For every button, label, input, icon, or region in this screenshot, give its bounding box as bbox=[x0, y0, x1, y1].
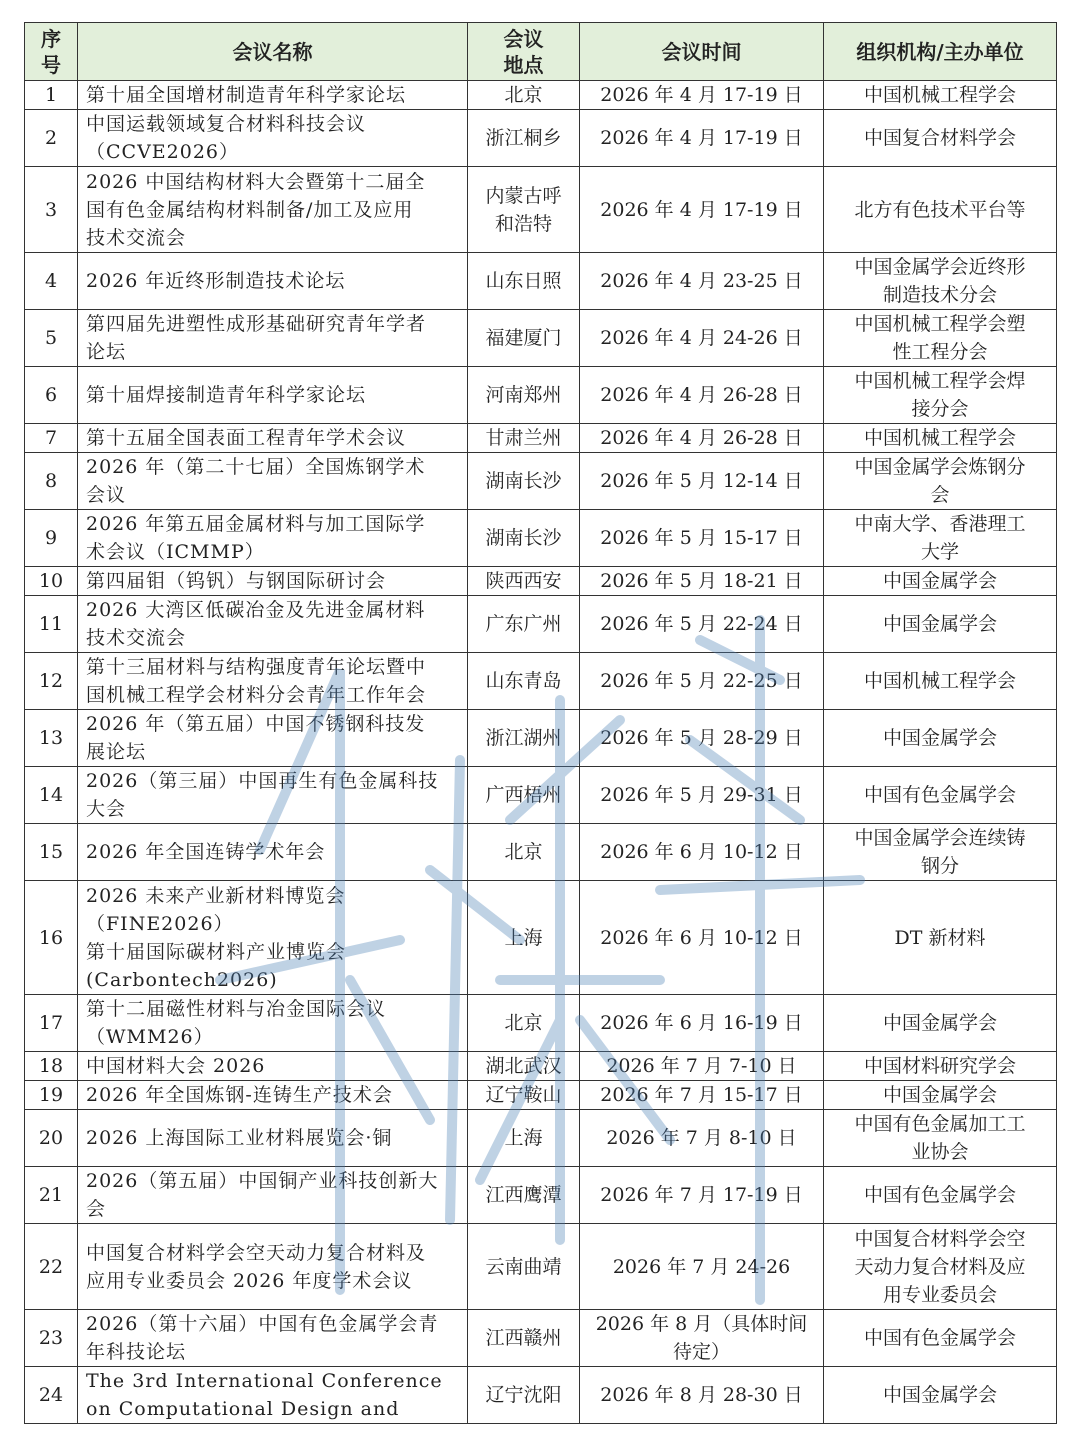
cell-organizer bbox=[824, 510, 1057, 567]
cell-time-line: 2026 年 7 月 15-17 日 bbox=[600, 1084, 803, 1106]
cell-time-line: 2026 年 4 月 24-26 日 bbox=[600, 327, 803, 349]
cell-organizer-line: 中国金属学会 bbox=[882, 570, 997, 592]
cell-name-line: 国有色金属结构材料制备/加工及应用 bbox=[86, 198, 414, 221]
cell-organizer bbox=[824, 653, 1057, 710]
cell-name bbox=[78, 1110, 468, 1167]
cell-time-line: 2026 年 8 月（具体时间 bbox=[595, 1313, 808, 1335]
cell-location bbox=[468, 767, 580, 824]
cell-organizer bbox=[824, 424, 1057, 453]
cell-organizer-line: 会 bbox=[930, 484, 950, 506]
cell-index: 9 bbox=[25, 510, 78, 567]
cell-organizer-line: 中国金属学会 bbox=[882, 1084, 997, 1106]
header-location bbox=[468, 23, 580, 81]
cell-index: 2 bbox=[25, 110, 78, 167]
cell-name-line: （CCVE2026） bbox=[86, 141, 240, 163]
cell-index: 15 bbox=[25, 824, 78, 881]
cell-location-line: 山东青岛 bbox=[485, 670, 562, 692]
cell-organizer-line: 中国机械工程学会 bbox=[863, 84, 1016, 106]
cell-time-line: 2026 年 5 月 29-31 日 bbox=[600, 784, 803, 806]
cell-time-line: 2026 年 5 月 22-24 日 bbox=[600, 613, 803, 635]
cell-location-line: 湖北武汉 bbox=[485, 1055, 562, 1077]
cell-name bbox=[78, 167, 468, 253]
cell-organizer-line: 中国机械工程学会 bbox=[863, 427, 1016, 449]
cell-name bbox=[78, 1081, 468, 1110]
table-row bbox=[25, 881, 1057, 995]
table-row bbox=[25, 1367, 1057, 1424]
cell-name bbox=[78, 310, 468, 367]
cell-location-line: 广西梧州 bbox=[485, 784, 562, 806]
cell-time-line: 2026 年 4 月 23-25 日 bbox=[600, 270, 803, 292]
header-name: 会议名称 bbox=[78, 23, 468, 81]
table-row bbox=[25, 567, 1057, 596]
cell-name-line: 第十届焊接制造青年科学家论坛 bbox=[86, 384, 367, 406]
cell-organizer bbox=[824, 1052, 1057, 1081]
cell-organizer-line: 中国有色金属学会 bbox=[863, 784, 1016, 806]
cell-organizer-line: 中南大学、香港理工 bbox=[854, 513, 1026, 535]
cell-name-line: 技术交流会 bbox=[86, 226, 187, 249]
cell-time-line: 2026 年 5 月 12-14 日 bbox=[600, 470, 803, 492]
cell-time-line: 2026 年 5 月 18-21 日 bbox=[600, 570, 803, 592]
cell-index: 4 bbox=[25, 253, 78, 310]
table-row bbox=[25, 310, 1057, 367]
cell-name-line: 术会议（ICMMP） bbox=[86, 541, 265, 563]
cell-organizer bbox=[824, 253, 1057, 310]
cell-name-line: 第十届国际碳材料产业博览会 bbox=[86, 940, 347, 963]
cell-name-line: 2026（第十六届）中国有色金属学会青 bbox=[86, 1313, 439, 1335]
cell-index: 19 bbox=[25, 1081, 78, 1110]
table-row bbox=[25, 453, 1057, 510]
cell-location bbox=[468, 253, 580, 310]
conference-table bbox=[24, 22, 1057, 1424]
cell-organizer bbox=[824, 367, 1057, 424]
cell-location bbox=[468, 1310, 580, 1367]
header-organizer: 组织机构/主办单位 bbox=[824, 23, 1057, 81]
cell-name bbox=[78, 1167, 468, 1224]
header-time: 会议时间 bbox=[580, 23, 824, 81]
cell-organizer bbox=[824, 167, 1057, 253]
cell-location bbox=[468, 510, 580, 567]
table-row bbox=[25, 424, 1057, 453]
cell-index: 22 bbox=[25, 1224, 78, 1310]
table-row bbox=[25, 1167, 1057, 1224]
cell-time bbox=[580, 1052, 824, 1081]
cell-organizer-line: 中国金属学会 bbox=[882, 613, 997, 635]
cell-location bbox=[468, 453, 580, 510]
cell-time-line: 2026 年 6 月 16-19 日 bbox=[600, 1012, 803, 1034]
cell-location-line: 北京 bbox=[504, 1012, 543, 1034]
cell-time-line: 2026 年 6 月 10-12 日 bbox=[600, 926, 803, 949]
cell-organizer-line: 中国有色金属学会 bbox=[863, 1184, 1016, 1206]
cell-name bbox=[78, 110, 468, 167]
cell-time bbox=[580, 367, 824, 424]
cell-location-line: 陕西西安 bbox=[485, 570, 562, 592]
cell-index: 18 bbox=[25, 1052, 78, 1081]
cell-organizer-line: 中国金属学会炼钢分 bbox=[854, 456, 1026, 478]
cell-location-line: 广东广州 bbox=[485, 613, 562, 635]
cell-time-line: 2026 年 7 月 8-10 日 bbox=[606, 1127, 797, 1149]
cell-name-line: 2026 中国结构材料大会暨第十二届全 bbox=[86, 170, 426, 193]
cell-organizer-line: 中国金属学会 bbox=[882, 1384, 997, 1406]
cell-index: 16 bbox=[25, 881, 78, 995]
cell-index: 17 bbox=[25, 995, 78, 1052]
cell-index: 23 bbox=[25, 1310, 78, 1367]
cell-name-line: 2026 未来产业新材料博览会 bbox=[86, 884, 346, 907]
cell-location bbox=[468, 710, 580, 767]
cell-time bbox=[580, 110, 824, 167]
cell-time bbox=[580, 1310, 824, 1367]
cell-time bbox=[580, 1167, 824, 1224]
cell-location-line: 甘肃兰州 bbox=[485, 427, 562, 449]
cell-name bbox=[78, 81, 468, 110]
cell-name bbox=[78, 881, 468, 995]
table-row bbox=[25, 367, 1057, 424]
cell-location-line: 福建厦门 bbox=[485, 327, 562, 349]
cell-organizer-line: 中国有色金属学会 bbox=[863, 1327, 1016, 1349]
cell-location-line: 辽宁鞍山 bbox=[485, 1084, 562, 1106]
cell-organizer-line: 中国金属学会近终形 bbox=[854, 256, 1026, 278]
cell-location bbox=[468, 1224, 580, 1310]
cell-name-line: 第四届先进塑性成形基础研究青年学者 bbox=[86, 313, 427, 335]
cell-location-line: 浙江湖州 bbox=[485, 727, 562, 749]
cell-location-line: 湖南长沙 bbox=[485, 470, 562, 492]
cell-time-line: 2026 年 7 月 24-26 bbox=[612, 1255, 791, 1278]
cell-location bbox=[468, 367, 580, 424]
table-row bbox=[25, 767, 1057, 824]
cell-name-line: 中国材料大会 2026 bbox=[86, 1055, 266, 1077]
cell-time bbox=[580, 167, 824, 253]
cell-organizer-line: 业协会 bbox=[911, 1141, 969, 1163]
cell-index: 20 bbox=[25, 1110, 78, 1167]
cell-time-line: 2026 年 6 月 10-12 日 bbox=[600, 841, 803, 863]
cell-location bbox=[468, 1052, 580, 1081]
header-location-line: 地点 bbox=[503, 52, 544, 77]
table-row bbox=[25, 81, 1057, 110]
cell-location bbox=[468, 881, 580, 995]
cell-index: 5 bbox=[25, 310, 78, 367]
cell-time-line: 2026 年 5 月 15-17 日 bbox=[600, 527, 803, 549]
cell-index: 24 bbox=[25, 1367, 78, 1424]
cell-location-line: 北京 bbox=[504, 84, 543, 106]
cell-organizer-line: 中国有色金属加工工 bbox=[854, 1113, 1026, 1135]
cell-name-line: 会 bbox=[86, 1198, 107, 1220]
cell-name bbox=[78, 453, 468, 510]
cell-name bbox=[78, 995, 468, 1052]
cell-organizer-line: 中国复合材料学会空 bbox=[854, 1227, 1026, 1250]
cell-organizer-line: DT 新材料 bbox=[894, 926, 986, 949]
cell-location-line: 上海 bbox=[504, 926, 543, 949]
cell-organizer bbox=[824, 710, 1057, 767]
cell-name bbox=[78, 510, 468, 567]
header-index bbox=[25, 23, 78, 81]
cell-name-line: （WMM26） bbox=[86, 1026, 214, 1048]
table-row bbox=[25, 1081, 1057, 1110]
cell-time-line: 2026 年 7 月 17-19 日 bbox=[600, 1184, 803, 1206]
cell-organizer-line: 中国金属学会 bbox=[882, 1012, 997, 1034]
cell-time bbox=[580, 1081, 824, 1110]
table-row bbox=[25, 710, 1057, 767]
cell-time bbox=[580, 710, 824, 767]
cell-time bbox=[580, 424, 824, 453]
cell-name bbox=[78, 367, 468, 424]
cell-organizer bbox=[824, 310, 1057, 367]
table-body bbox=[25, 81, 1057, 1424]
cell-time bbox=[580, 881, 824, 995]
cell-location-line: 江西赣州 bbox=[485, 1327, 562, 1349]
header-location-line: 会议 bbox=[503, 26, 544, 51]
cell-name-line: 展论坛 bbox=[86, 741, 147, 763]
cell-name bbox=[78, 710, 468, 767]
cell-name-line: 2026 年近终形制造技术论坛 bbox=[86, 270, 346, 292]
cell-time bbox=[580, 995, 824, 1052]
cell-location-line: 内蒙古呼 bbox=[485, 184, 562, 207]
cell-location bbox=[468, 653, 580, 710]
cell-index: 7 bbox=[25, 424, 78, 453]
cell-time bbox=[580, 596, 824, 653]
cell-location-line: 上海 bbox=[504, 1127, 543, 1149]
cell-time bbox=[580, 824, 824, 881]
cell-organizer bbox=[824, 881, 1057, 995]
cell-name-line: 年科技论坛 bbox=[86, 1341, 187, 1363]
cell-location bbox=[468, 424, 580, 453]
cell-name bbox=[78, 424, 468, 453]
conference-table-container bbox=[24, 22, 1056, 1424]
cell-time bbox=[580, 453, 824, 510]
table-row bbox=[25, 1310, 1057, 1367]
cell-organizer-line: 天动力复合材料及应 bbox=[854, 1255, 1026, 1278]
cell-name-line: 中国运载领域复合材料科技会议 bbox=[86, 113, 367, 135]
cell-name-line: 2026 年（第二十七届）全国炼钢学术 bbox=[86, 456, 426, 478]
cell-name-line: 第十二届磁性材料与冶金国际会议 bbox=[86, 998, 387, 1020]
cell-organizer bbox=[824, 824, 1057, 881]
cell-organizer bbox=[824, 1224, 1057, 1310]
cell-time bbox=[580, 1110, 824, 1167]
cell-time bbox=[580, 253, 824, 310]
cell-organizer-line: 大学 bbox=[920, 541, 959, 563]
cell-location bbox=[468, 1081, 580, 1110]
cell-name bbox=[78, 253, 468, 310]
cell-name bbox=[78, 653, 468, 710]
table-row bbox=[25, 1224, 1057, 1310]
cell-name bbox=[78, 1052, 468, 1081]
cell-organizer-line: 中国金属学会连续铸 bbox=[854, 827, 1026, 849]
cell-organizer-line: 性工程分会 bbox=[892, 341, 988, 363]
cell-location bbox=[468, 824, 580, 881]
cell-name-line: 中国复合材料学会空天动力复合材料及 bbox=[86, 1241, 427, 1264]
cell-index: 13 bbox=[25, 710, 78, 767]
cell-location bbox=[468, 167, 580, 253]
cell-location bbox=[468, 1167, 580, 1224]
cell-organizer bbox=[824, 767, 1057, 824]
table-row bbox=[25, 1052, 1057, 1081]
cell-time-line: 2026 年 4 月 17-19 日 bbox=[600, 84, 803, 106]
cell-location bbox=[468, 995, 580, 1052]
cell-name-line: 2026 大湾区低碳冶金及先进金属材料 bbox=[86, 599, 426, 621]
cell-name bbox=[78, 1367, 468, 1424]
cell-name-line: 2026 年第五届金属材料与加工国际学 bbox=[86, 513, 426, 535]
cell-name bbox=[78, 767, 468, 824]
cell-location-line: 云南曲靖 bbox=[485, 1255, 562, 1278]
cell-name-line: 大会 bbox=[86, 798, 127, 820]
cell-name-line: 第四届钼（钨钒）与钢国际研讨会 bbox=[86, 570, 387, 592]
table-row bbox=[25, 824, 1057, 881]
cell-location bbox=[468, 1110, 580, 1167]
cell-name-line: 2026 上海国际工业材料展览会·铜 bbox=[86, 1127, 393, 1149]
cell-organizer-line: 中国机械工程学会焊 bbox=[854, 370, 1026, 392]
cell-organizer-line: 用专业委员会 bbox=[882, 1283, 997, 1306]
cell-name-line: （FINE2026） bbox=[86, 912, 234, 935]
cell-index: 8 bbox=[25, 453, 78, 510]
cell-name bbox=[78, 596, 468, 653]
cell-organizer-line: 中国机械工程学会塑 bbox=[854, 313, 1026, 335]
cell-name-line: 应用专业委员会 2026 年度学术会议 bbox=[86, 1269, 413, 1292]
header-row bbox=[25, 23, 1057, 81]
cell-time bbox=[580, 310, 824, 367]
cell-location bbox=[468, 1367, 580, 1424]
cell-name-line: 第十三届材料与结构强度青年论坛暨中 bbox=[86, 656, 427, 678]
cell-organizer-line: 北方有色技术平台等 bbox=[854, 198, 1026, 221]
cell-time-line: 待定） bbox=[672, 1341, 730, 1363]
cell-name-line: 国机械工程学会材料分会青年工作年会 bbox=[86, 684, 427, 706]
cell-organizer-line: 中国机械工程学会 bbox=[863, 670, 1016, 692]
cell-organizer bbox=[824, 110, 1057, 167]
cell-location-line: 湖南长沙 bbox=[485, 527, 562, 549]
cell-time-line: 2026 年 5 月 28-29 日 bbox=[600, 727, 803, 749]
table-row bbox=[25, 1110, 1057, 1167]
cell-organizer bbox=[824, 995, 1057, 1052]
cell-organizer bbox=[824, 1167, 1057, 1224]
cell-location-line: 和浩特 bbox=[494, 212, 552, 235]
cell-organizer bbox=[824, 567, 1057, 596]
table-row bbox=[25, 653, 1057, 710]
cell-name-line: 论坛 bbox=[86, 341, 127, 363]
cell-index: 10 bbox=[25, 567, 78, 596]
cell-organizer bbox=[824, 1310, 1057, 1367]
cell-location bbox=[468, 310, 580, 367]
table-row bbox=[25, 253, 1057, 310]
cell-location-line: 江西鹰潭 bbox=[485, 1184, 562, 1206]
cell-index: 21 bbox=[25, 1167, 78, 1224]
cell-name bbox=[78, 1224, 468, 1310]
cell-organizer-line: 中国金属学会 bbox=[882, 727, 997, 749]
cell-name-line: on Computational Design and bbox=[86, 1398, 400, 1420]
cell-index: 12 bbox=[25, 653, 78, 710]
cell-time bbox=[580, 567, 824, 596]
cell-time-line: 2026 年 4 月 17-19 日 bbox=[600, 127, 803, 149]
cell-organizer-line: 中国材料研究学会 bbox=[863, 1055, 1016, 1077]
cell-organizer-line: 接分会 bbox=[911, 398, 969, 420]
table-row bbox=[25, 995, 1057, 1052]
cell-index: 3 bbox=[25, 167, 78, 253]
table-row bbox=[25, 510, 1057, 567]
cell-time bbox=[580, 510, 824, 567]
table-row bbox=[25, 167, 1057, 253]
cell-name-line: 2026 年全国炼钢-连铸生产技术会 bbox=[86, 1084, 393, 1106]
cell-name-line: 第十五届全国表面工程青年学术会议 bbox=[86, 427, 407, 449]
cell-time bbox=[580, 1367, 824, 1424]
cell-name-line: 2026（第三届）中国再生有色金属科技 bbox=[86, 770, 439, 792]
cell-time-line: 2026 年 4 月 26-28 日 bbox=[600, 427, 803, 449]
cell-organizer bbox=[824, 81, 1057, 110]
cell-location bbox=[468, 81, 580, 110]
table-row bbox=[25, 596, 1057, 653]
cell-name-line: (Carbontech2026) bbox=[86, 968, 278, 991]
cell-time-line: 2026 年 7 月 7-10 日 bbox=[606, 1055, 797, 1077]
cell-time-line: 2026 年 5 月 22-25 日 bbox=[600, 670, 803, 692]
cell-name bbox=[78, 1310, 468, 1367]
cell-location bbox=[468, 110, 580, 167]
cell-organizer bbox=[824, 1367, 1057, 1424]
cell-name-line: The 3rd International Conference bbox=[86, 1370, 443, 1392]
cell-time-line: 2026 年 4 月 17-19 日 bbox=[600, 198, 803, 221]
cell-organizer bbox=[824, 453, 1057, 510]
cell-location-line: 辽宁沈阳 bbox=[485, 1384, 562, 1406]
cell-index: 11 bbox=[25, 596, 78, 653]
cell-name-line: 2026（第五届）中国铜产业科技创新大 bbox=[86, 1170, 439, 1192]
header-index-line: 号 bbox=[41, 52, 61, 77]
cell-time bbox=[580, 653, 824, 710]
cell-location-line: 山东日照 bbox=[485, 270, 562, 292]
cell-organizer bbox=[824, 1081, 1057, 1110]
cell-name-line: 会议 bbox=[86, 484, 127, 506]
header-index-line: 序 bbox=[41, 26, 61, 51]
cell-time bbox=[580, 767, 824, 824]
cell-organizer-line: 中国复合材料学会 bbox=[863, 127, 1016, 149]
cell-location-line: 北京 bbox=[504, 841, 543, 863]
cell-time-line: 2026 年 4 月 26-28 日 bbox=[600, 384, 803, 406]
cell-organizer bbox=[824, 596, 1057, 653]
cell-name-line: 2026 年全国连铸学术年会 bbox=[86, 841, 326, 863]
cell-name-line: 2026 年（第五届）中国不锈钢科技发 bbox=[86, 713, 426, 735]
cell-location bbox=[468, 596, 580, 653]
table-row bbox=[25, 110, 1057, 167]
cell-organizer bbox=[824, 1110, 1057, 1167]
cell-time bbox=[580, 1224, 824, 1310]
cell-location-line: 浙江桐乡 bbox=[485, 127, 562, 149]
cell-name bbox=[78, 567, 468, 596]
cell-time-line: 2026 年 8 月 28-30 日 bbox=[600, 1384, 803, 1406]
cell-location bbox=[468, 567, 580, 596]
cell-index: 6 bbox=[25, 367, 78, 424]
cell-index: 1 bbox=[25, 81, 78, 110]
cell-name-line: 第十届全国增材制造青年科学家论坛 bbox=[86, 84, 407, 106]
cell-organizer-line: 钢分 bbox=[920, 855, 959, 877]
cell-name bbox=[78, 824, 468, 881]
cell-location-line: 河南郑州 bbox=[485, 384, 562, 406]
cell-index: 14 bbox=[25, 767, 78, 824]
cell-time bbox=[580, 81, 824, 110]
cell-name-line: 技术交流会 bbox=[86, 627, 187, 649]
cell-organizer-line: 制造技术分会 bbox=[882, 284, 997, 306]
